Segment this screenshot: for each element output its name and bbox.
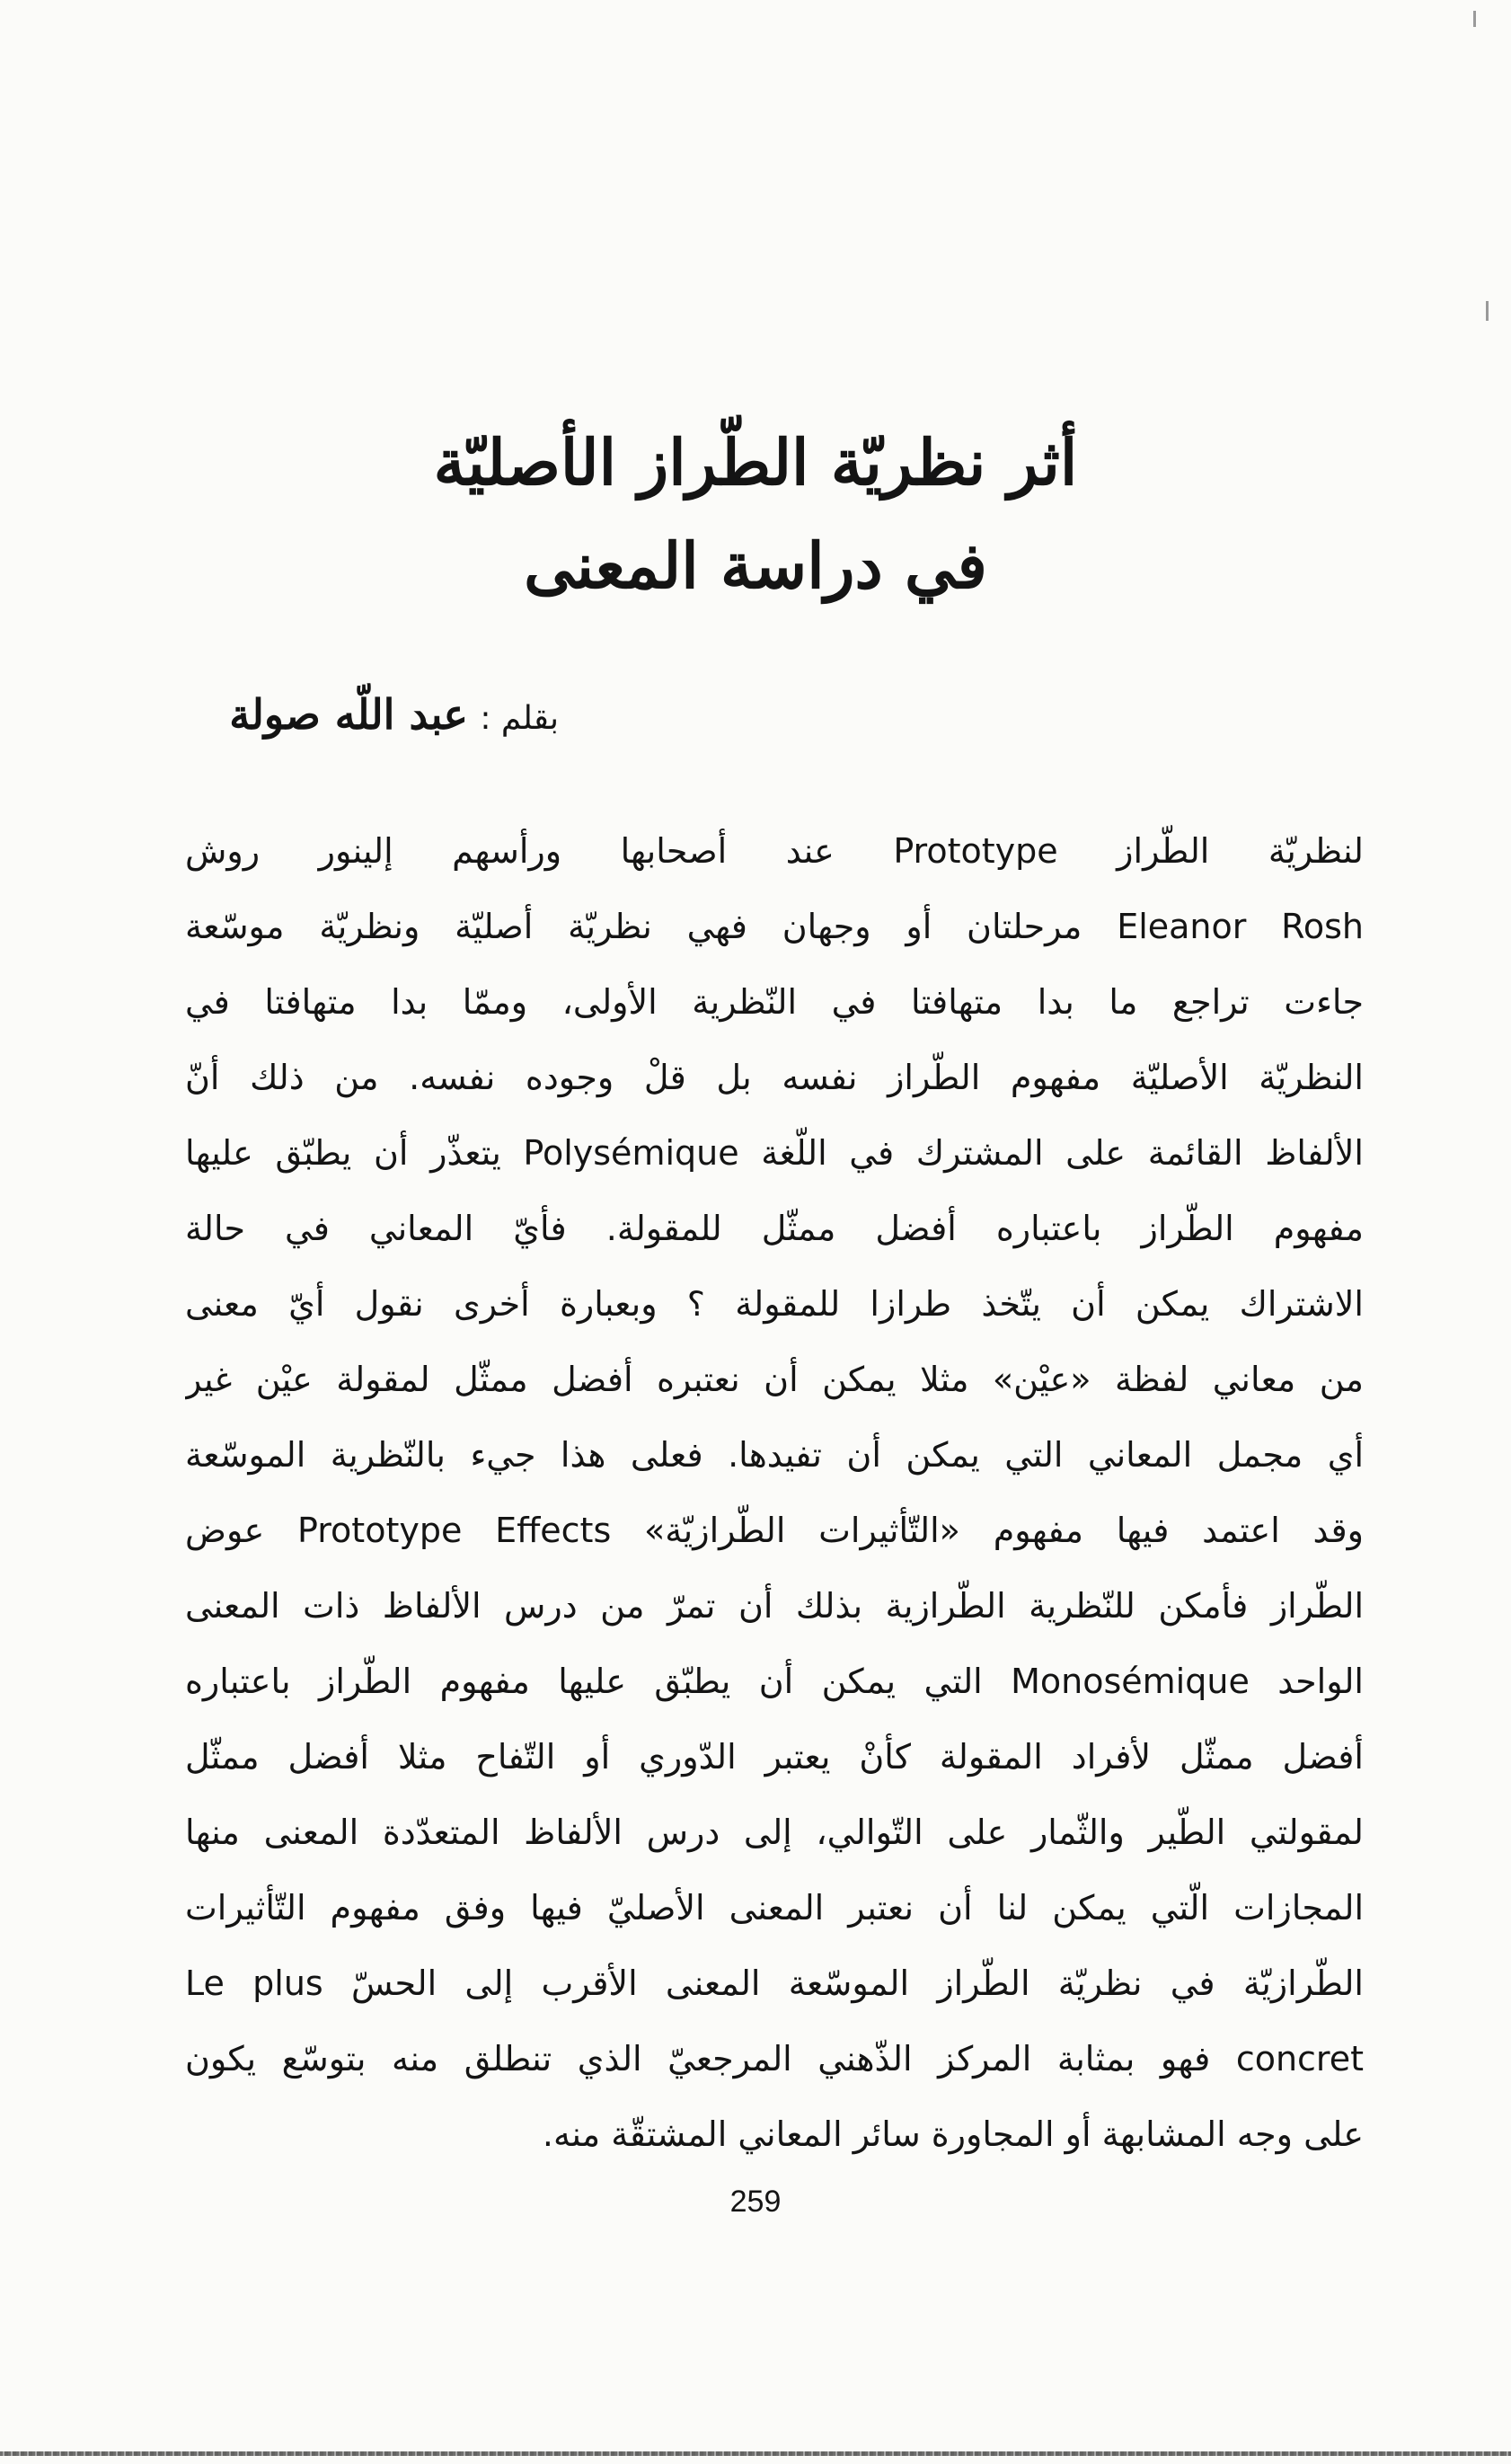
text-line: الاشتراك يمكن أن يتّخذ طرازا للمقولة ؟ وبعبارة أخرى نقول أيّ معنى — [185, 1284, 1364, 1324]
byline — [229, 687, 559, 746]
text-line-last: على وجه المشابهة أو المجاورة سائر المعاني المشتقّة منه. — [542, 2114, 1364, 2154]
byline-label: بقلم : — [480, 700, 559, 737]
body-paragraph — [185, 813, 1364, 2172]
text-line: النظريّة الأصليّة مفهوم الطّراز نفسه بل قلْ وجوده نفسه. من ذلك أنّ — [185, 1058, 1364, 1097]
text-line: Eleanor Rosh مرحلتان أو وجهان فهي نظريّة أصليّة ونظريّة موسّعة — [185, 907, 1364, 946]
text-line: أي مجمل المعاني التي يمكن أن تفيدها. فعلى هذا جيء بالنّظرية الموسّعة — [185, 1435, 1364, 1475]
article-subtitle: في دراسة المعنى — [524, 528, 987, 603]
text-line: الطّرازيّة في نظريّة الطّراز الموسّعة المعنى الأقرب إلى الحسّ Le plus — [185, 1963, 1364, 2003]
article-title: أثر نظريّة الطّراز الأصليّة — [433, 425, 1078, 500]
text-line: من معاني لفظة «عيْن» مثلا يمكن أن نعتبره أفضل ممثّل لمقولة عيْن غير — [185, 1360, 1364, 1399]
text-line: لمقولتي الطّير والثّمار على التّوالي، إلى درس الألفاظ المتعدّدة المعنى منها — [185, 1813, 1364, 1852]
scan-mark — [1473, 11, 1476, 27]
scan-edge-artifact — [0, 2451, 1511, 2456]
page-number: 259 — [729, 2185, 782, 2219]
text-line: الواحد Monosémique التي يمكن أن يطبّق عليها مفهوم الطّراز باعتباره — [185, 1662, 1364, 1701]
text-line: لنظريّة الطّراز Prototype عند أصحابها ورأسهم إلينور روش — [185, 831, 1364, 871]
text-line: الألفاظ القائمة على المشترك في اللّغة Polysémique يتعذّر أن يطبّق عليها — [185, 1133, 1364, 1173]
text-line: وقد اعتمد فيها مفهوم «التّأثيرات الطّرازيّة» Prototype Effects عوض — [185, 1511, 1364, 1550]
text-line: concret فهو بمثابة المركز الذّهني المرجعيّ الذي تنطلق منه بتوسّع يكون — [185, 2039, 1364, 2078]
text-line: الطّراز فأمكن للنّظرية الطّرازية بذلك أن تمرّ من درس الألفاظ ذات المعنى — [185, 1586, 1364, 1626]
text-line: مفهوم الطّراز باعتباره أفضل ممثّل للمقولة. فأيّ المعاني في حالة — [185, 1209, 1364, 1248]
text-line: أفضل ممثّل لأفراد المقولة كأنْ يعتبر الدّوري أو التّفاح مثلا أفضل ممثّل — [185, 1737, 1364, 1777]
author-name: عبد اللّه صولة — [229, 690, 468, 739]
text-line: جاءت تراجع ما بدا متهافتا في النّظرية الأولى، وممّا بدا متهافتا في — [185, 982, 1364, 1022]
scan-mark — [1486, 301, 1489, 321]
text-line: المجازات الّتي يمكن لنا أن نعتبر المعنى الأصليّ فيها وفق مفهوم التّأثيرات — [185, 1888, 1364, 1928]
